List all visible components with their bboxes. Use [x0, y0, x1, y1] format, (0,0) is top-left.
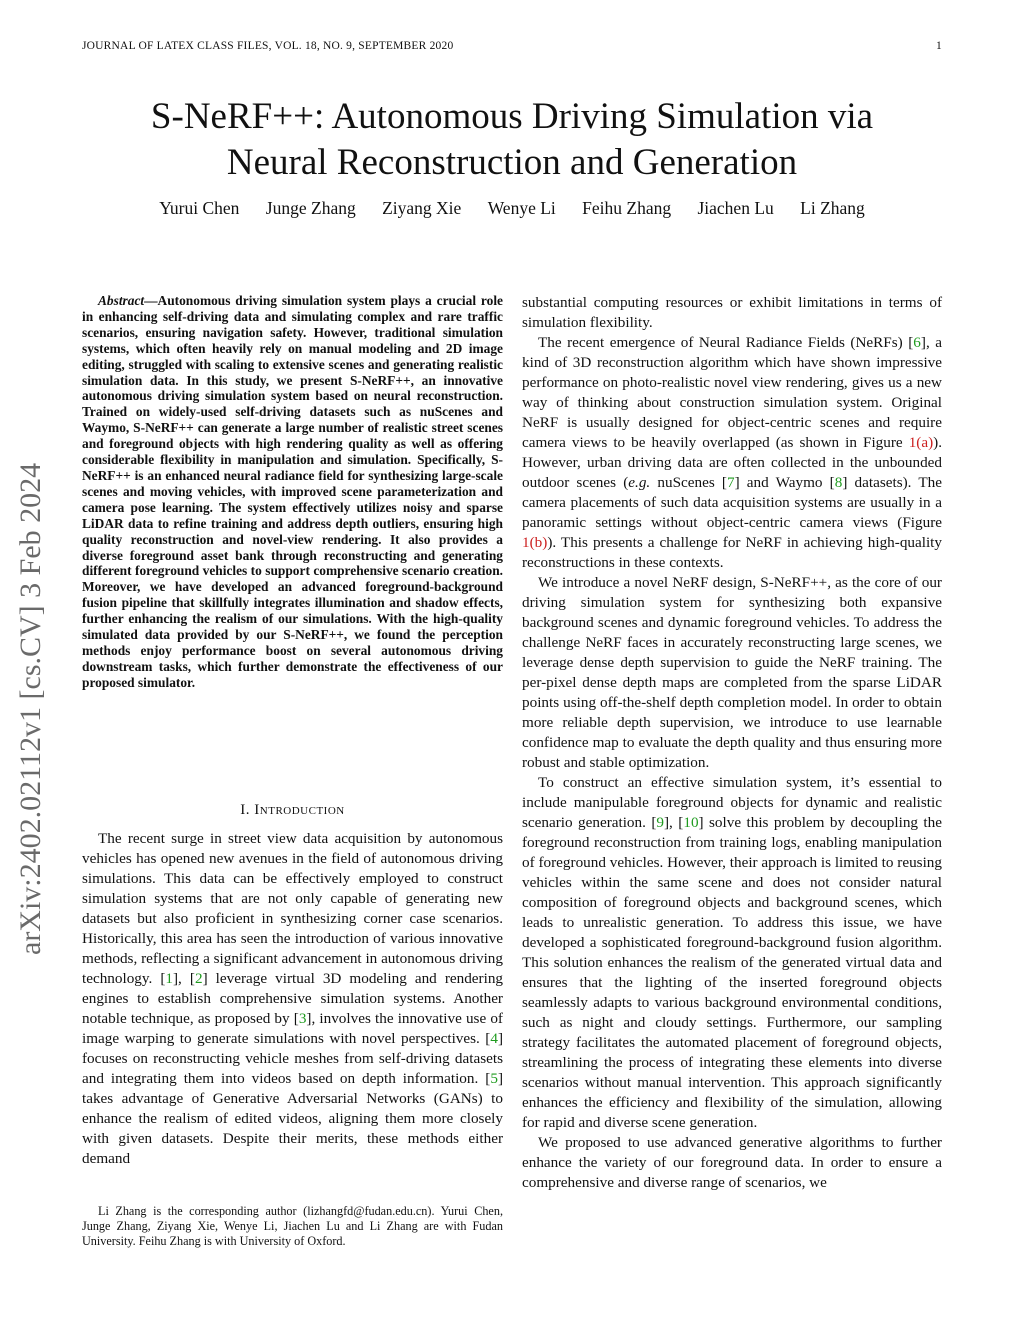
citation-link[interactable]: 3	[298, 1010, 307, 1027]
citation-link[interactable]: 7	[726, 474, 735, 491]
body-text: , a kind of 3D reconstruction algorithm which have shown impressive performance on photo-realistic novel view rendering, gives us a new way of thinking about construction simulation system. Original NeRF is usually designed for object-centric scenes and require camera views to be heavily overlapped (as shown in Figure	[522, 334, 943, 451]
intro-text: leverage virtual 3D modeling and rendering engines to establish comprehensive simulation systems. Another notable technique, as proposed by	[82, 970, 504, 1027]
intro-text: focuses on reconstructing vehicle meshes from self-driving datasets and integrating them into videos based on depth information.	[82, 1050, 503, 1087]
intro-text: , involves the innovative use of image warping to generate simulations with novel perspectives.	[82, 1010, 503, 1047]
author: Li Zhang	[800, 198, 865, 218]
body-text: e.g.	[628, 474, 651, 491]
body-text: ). This presents a challenge for NeRF in achieving high-quality reconstructions in these contexts.	[522, 534, 942, 571]
body-text: nuScenes	[650, 474, 722, 491]
author: Ziyang Xie	[382, 198, 462, 218]
author: Feihu Zhang	[582, 198, 672, 218]
paper-title-line-2: Neural Reconstruction and Generation	[226, 142, 798, 183]
body-text: datasets). The camera placements of such data acquisition systems are usually in a panoramic settings without object-centric camera views (Figure	[522, 474, 942, 531]
citation-link[interactable]: 4	[490, 1030, 498, 1047]
author: Jiachen Lu	[697, 198, 774, 218]
body-text: The recent emergence of Neural Radiance Fields (NeRFs)	[538, 334, 909, 351]
section-heading	[82, 800, 503, 820]
intro-text: The recent surge in street view data acquisition by autonomous vehicles has opened new avenues in the field of autonomous driving simulations. This data can be effectively employed to construct simulation systems that are not only capable of generating new datasets but also proficient in synthesizing corner case scenarios. Historically, this area has seen the introduction of various innovative methods, reflecting a significant advancement in autonomous driving technology.	[82, 830, 503, 987]
page-number: 1	[936, 40, 942, 52]
abstract-text: —Autonomous driving simulation system plays a crucial role in enhancing self-driving data and simulating complex and rare traffic scenarios, ensuring navigation safety. However, traditional simulation systems, which often heavily rely on manual modeling and 2D image editing, struggled with scaling to extensive scenes and generating realistic simulation data. In this study, we present S-NeRF++, an innovative autonomous driving simulation system based on neural reconstruction. Trained on widely-used self-driving datasets such as nuScenes and Waymo, S-NeRF++ can generate a large number of realistic street scenes and foreground objects with high rendering quality as well as offering considerable flexibility in manipulation and simulation. Specifically, S-NeRF++ is an enhanced neural radiance field for synthesizing large-scale scenes and moving vehicles, with improved scene parameterization and camera pose learning. The system effectively utilizes noisy and sparse LiDAR data to refine training and address depth outliers, ensuring high quality reconstruction and novel-view rendering. It also provides a diverse foreground asset bank through reconstructing and generating different foreground vehicles to support comprehensive scenario creation. Moreover, we have developed an advanced foreground-background fusion pipeline that skillfully integrates illumination and shadow effects, further enhancing the realism of our simulations. With the high-quality simulated data provided by our S-NeRF++, we found the perception methods enjoy performance boost on several autonomous driving downstream tasks, which further demonstrate the effectiveness of our proposed simulator.	[82, 293, 503, 690]
intro-paragraph: The recent surge in street view data acquisition by autonomous vehicles has opened new avenues in the field of autonomous driving simulations. This data can be effectively employed to construct simulation systems that are not only capable of generating new datasets but also proficient in synthesizing corner case scenarios. Historically, this area has seen the introduction of various innovative methods, reflecting a significant advancement in autonomous driving technology. [1], [2] leverage virtual 3D modeling and rendering engines to establish comprehensive simulation systems. Another notable technique, as proposed by [3], involves the innovative use of image warping to generate simulations with novel perspectives. [4] focuses on reconstructing vehicle meshes from self-driving datasets and integrating them into videos based on depth information. [5] takes advantage of Generative Adversarial Networks (GANs) to enhance the realism of edited videos, aligning them more closely with given datasets. Despite their merits, these methods either demand	[82, 830, 504, 1167]
abstract	[82, 293, 503, 691]
citation-link[interactable]: 1	[165, 970, 173, 987]
citation-link[interactable]: 6	[913, 334, 921, 351]
section-title: Introduction	[254, 802, 345, 818]
section-number: I.	[240, 802, 251, 818]
figure-link[interactable]: 1(b)	[522, 534, 548, 551]
citation-link[interactable]: 10	[683, 814, 699, 831]
author-list	[0, 198, 1024, 219]
author: Wenye Li	[487, 198, 556, 218]
footnote-text: Li Zhang is the corresponding author (lizhangfd@fudan.edu.cn). Yurui Chen, Junge Zhang, Ziyang Xie, Wenye Li, Jiachen Lu and Li Zhang are with Fudan University. Feihu Zhang is with University of Oxford.	[82, 1204, 503, 1248]
paragraph: To construct an effective simulation system, it’s essential to include manipulable foreground objects for dynamic and realistic scenario generation. [9], [10] solve this problem by decoupling the foreground reconstruction from training logs, enabling manipulation of foreground vehicles. However, their approach is limited to reusing vehicles within the same scene and does not consider natural composition of foreground objects and background scenes, which leads to unrealistic generation. To address this issue, we have developed a sophisticated foreground-background fusion algorithm. This solution enhances the realism of the generated virtual data and ensures that the lighting of the inserted foreground objects seamlessly adapts to various background environmental conditions, such as night and cloudy settings. Furthermore, our sampling strategy facilitates the automated placement of foreground objects, streamlining the process of integrating these elements into diverse scenarios without manual intervention. This approach significantly enhances the efficiency and flexibility of the simulation, allowing for rapid and diverse scene generation.	[522, 774, 942, 1131]
body-text: solve this problem by decoupling the foreground reconstruction from training logs, enabling manipulation of foreground vehicles. However, their approach is limited to reusing vehicles within the same scene and does not consider natural composition of foreground objects and background scenes, which leads to unrealistic generation. To address this issue, we have developed a sophisticated foreground-background fusion algorithm. This solution enhances the realism of the generated virtual data and ensures that the lighting of the inserted foreground objects seamlessly adapts to various background environmental conditions, such as night and cloudy settings. Furthermore, our sampling strategy facilitates the automated placement of foreground objects, streamlining the process of integrating these elements into diverse scenarios without manual intervention. This approach significantly enhances the efficiency and flexibility of the simulation, allowing for rapid and diverse scene generation.	[522, 814, 942, 1131]
author: Junge Zhang	[265, 198, 356, 218]
citation-link[interactable]: 8	[834, 474, 843, 491]
abstract-label: Abstract	[98, 293, 145, 308]
paper-title-line-1: S-NeRF++: Autonomous Driving Simulation via	[150, 96, 874, 137]
citation-link[interactable]: 2	[194, 970, 203, 987]
body-text: and Waymo	[739, 474, 830, 491]
running-header: JOURNAL OF LATEX CLASS FILES, VOL. 18, NO. 9, SEPTEMBER 2020	[82, 40, 454, 52]
footnote	[82, 1204, 503, 1249]
figure-link[interactable]: 1(a)	[908, 434, 934, 451]
author: Yurui Chen	[159, 198, 240, 218]
arxiv-stamp: arXiv:2402.02112v1 [cs.CV] 3 Feb 2024	[14, 462, 47, 955]
paragraph: substantial computing resources or exhibit limitations in terms of simulation flexibility.	[522, 294, 942, 331]
paragraph: We proposed to use advanced generative algorithms to further enhance the variety of our foreground data. In order to ensure a comprehensive and diverse range of scenarios, we	[522, 1134, 942, 1191]
right-column	[522, 293, 942, 1193]
citation-link[interactable]: 9	[656, 814, 664, 831]
body-text: ). However, urban driving data are often collected in the unbounded outdoor scenes (	[522, 434, 942, 491]
citation-link[interactable]: 5	[490, 1070, 498, 1087]
paragraph: The recent emergence of Neural Radiance Fields (NeRFs) [6], a kind of 3D reconstruction algorithm which have shown impressive performance on photo-realistic novel view rendering, gives us a new way of thinking about construction simulation system. Original NeRF is usually designed for object-centric scenes and require camera views to be heavily overlapped (as shown in Figure 1(a)). However, urban driving data are often collected in the unbounded outdoor scenes (e.g. nuScenes [7] and Waymo [8] datasets). The camera placements of such data acquisition systems are usually in a panoramic settings without object-centric camera views (Figure 1(b)). This presents a challenge for NeRF in achieving high-quality reconstructions in these contexts.	[522, 334, 943, 571]
intro-text: takes advantage of Generative Adversarial Networks (GANs) to enhance the realism of edited videos, aligning them more closely with given datasets. Despite their merits, these methods either demand	[82, 1090, 503, 1167]
body-text: To construct an effective simulation system, it’s essential to include manipulable foreground objects for dynamic and realistic scenario generation.	[522, 774, 942, 831]
paragraph: We introduce a novel NeRF design, S-NeRF++, as the core of our driving simulation system for synthesizing both expansive background scenes and dynamic foreground vehicles. To address the challenge NeRF faces in accurately reconstructing large scenes, we leverage dense depth supervision to guide the NeRF training. The per-pixel dense depth maps are completed from the sparse LiDAR points using off-the-shelf depth completion model. In order to obtain more reliable depth supervision, we introduce to use learnable confidence map to evaluate the depth quality and thus ensuring more robust and stable optimization.	[522, 574, 942, 771]
